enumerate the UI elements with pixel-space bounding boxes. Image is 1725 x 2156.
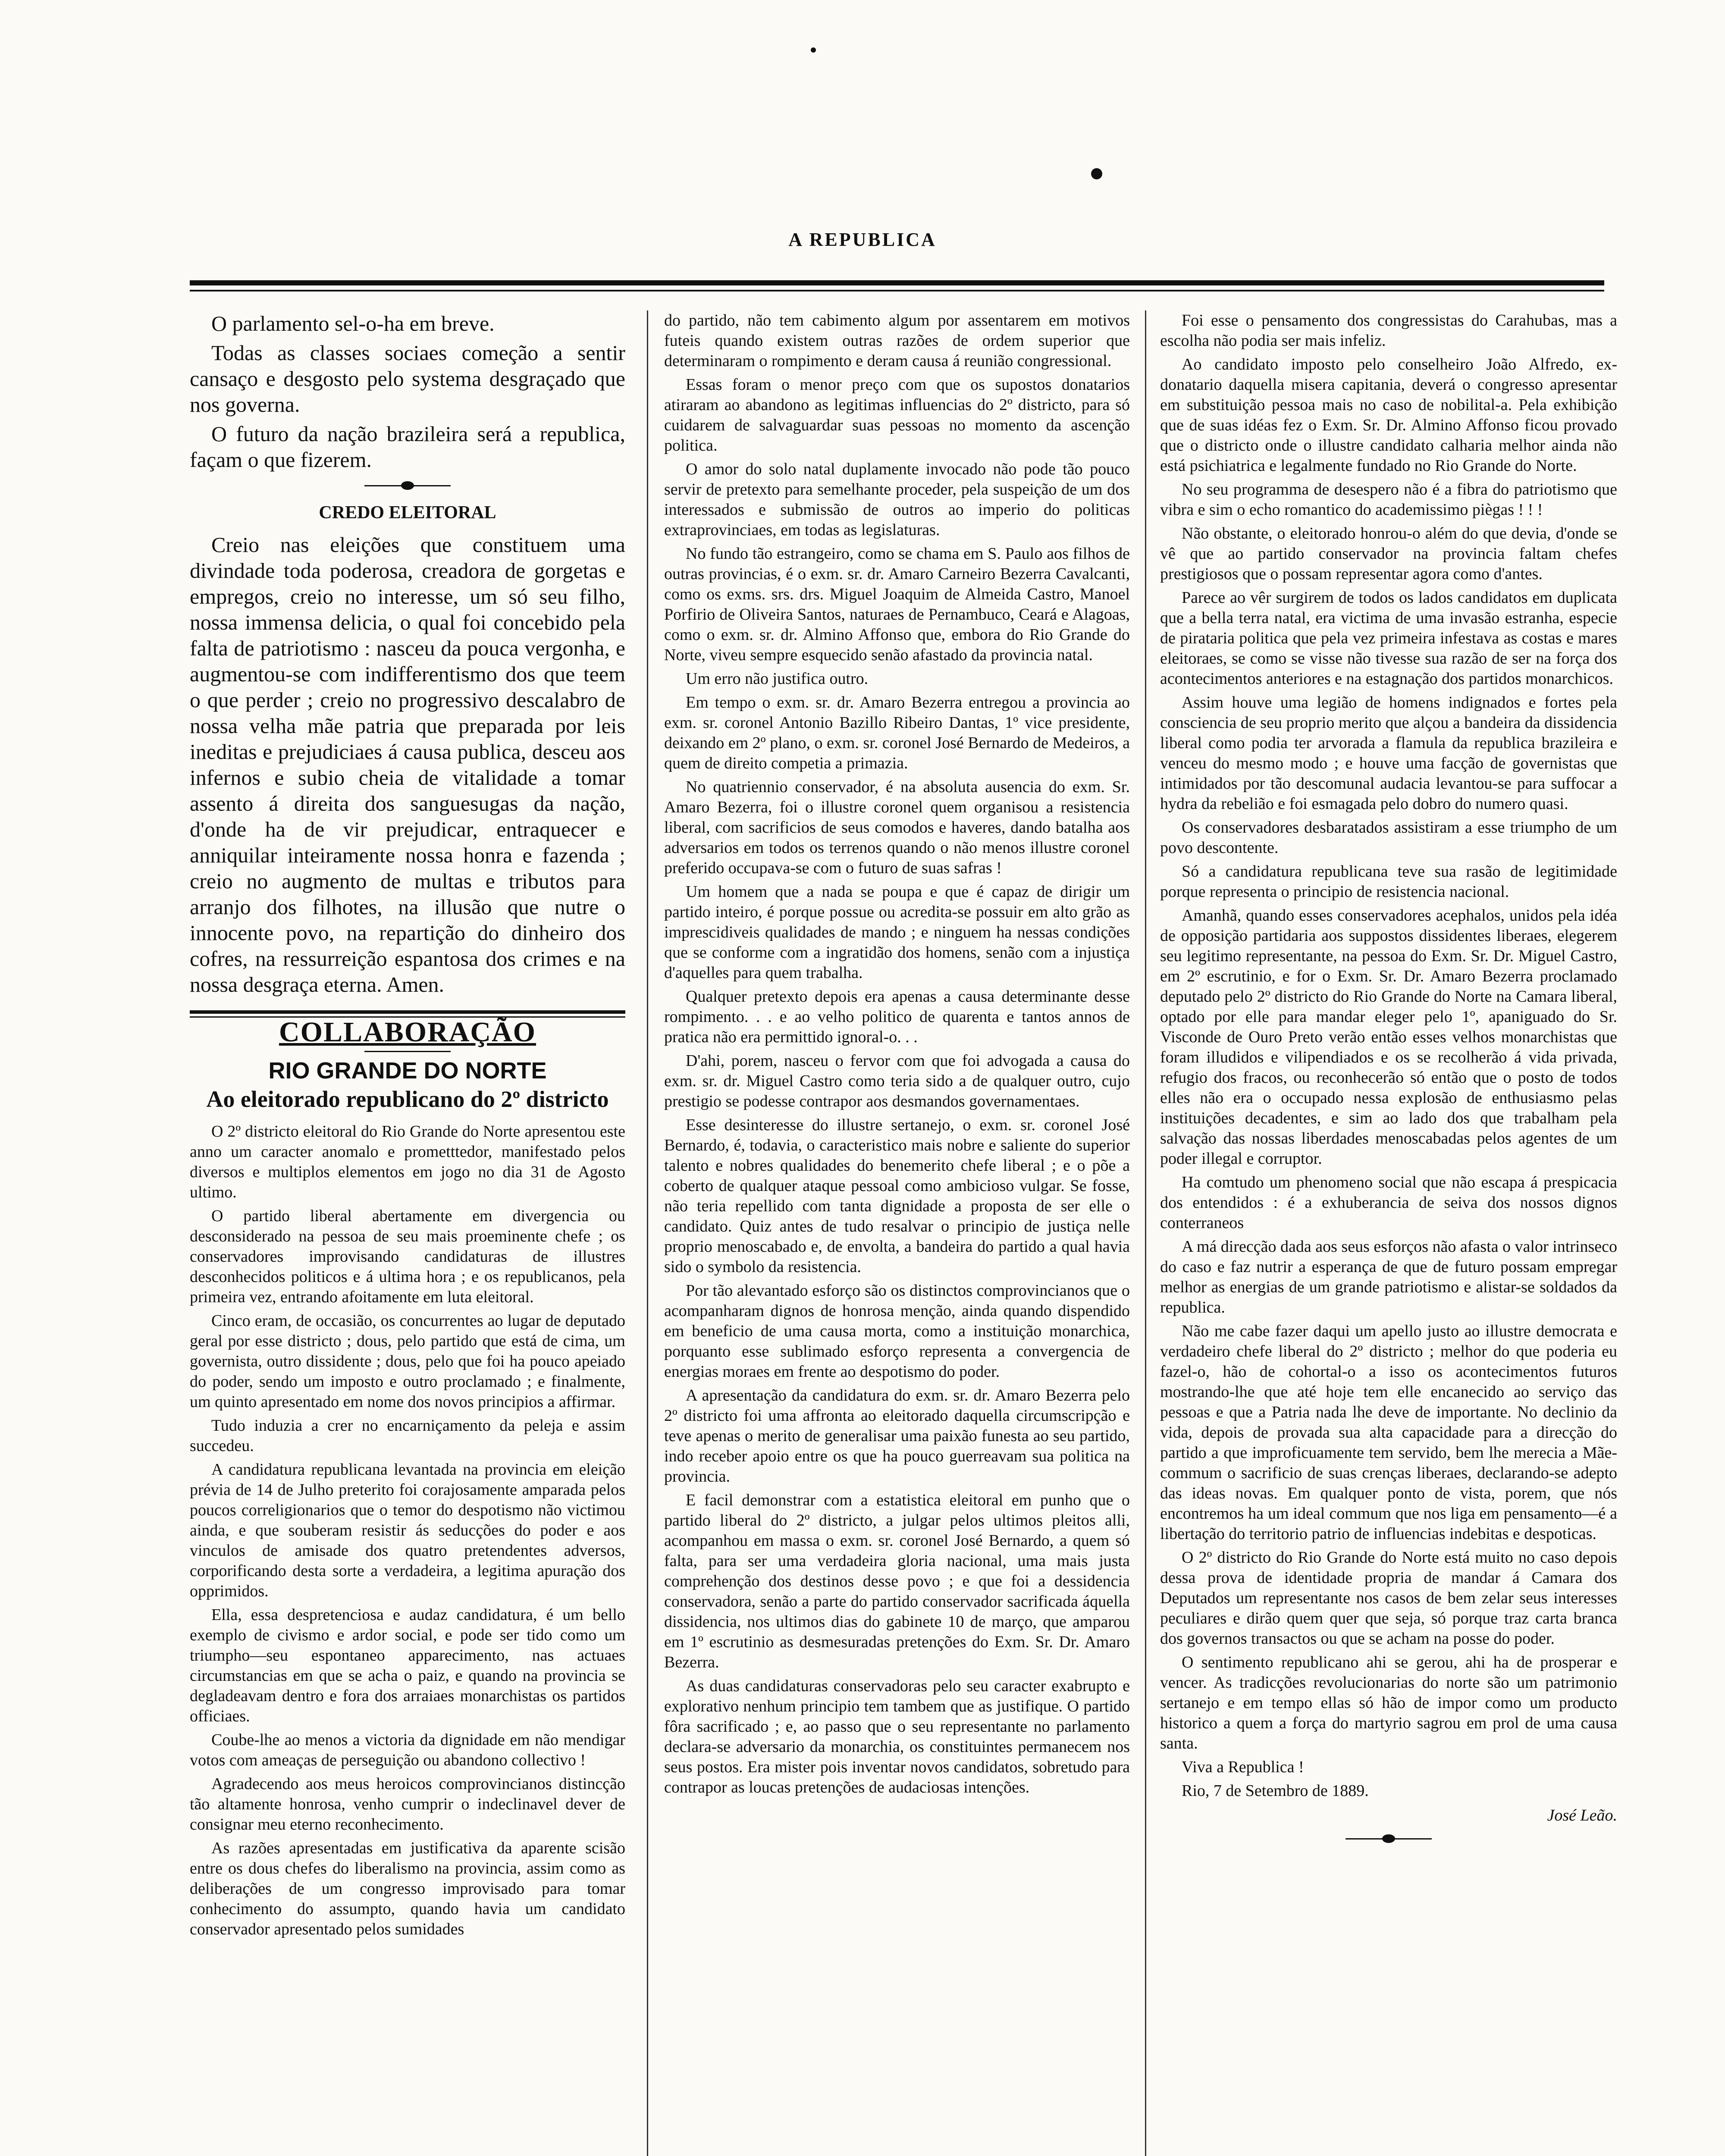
- collab-title: COLLABORAÇÃO: [279, 1016, 536, 1048]
- article-paragraph: Ella, essa despretenciosa e audaz candidatura, é um bello exemplo de civismo e ardor social, e pode ser tido como um triumpho—seu espontaneo apparecimento, nas actuaes circumstancias em que se acha o paiz, e quando na provincia se degladeavam dentro e fora dos arraiaes monarchistas os partidos officiaes.: [190, 1606, 625, 1725]
- article-paragraph: Não me cabe fazer daqui um apello justo ao illustre democrata e verdadeiro chefe liberal do 2º districto ; melhor do que poderia eu fazel-o, hão de cohortal-o a isso os acontecimentos futuros mostrando-lhe que até hoje tem elle encanecido ao serviço das pessoas e que a Patria nada lhe deve de importante. No declinio da vida, depois de provada sua alta capacidade para a direcção do partido a que improficuamente tem servido, bem lhe merecia a Mãe-commum o sacrificio de suas crenças liberaes, declarando-se adepto das ideas novas. Em qualquer ponto de vista, porem, que nós encontremos ha um ideal commum que nos liga em pensamento—é a libertação do territorio patrio de influencias indebitas e despoticas.: [1160, 1322, 1617, 1543]
- article-paragraph: Cinco eram, de occasião, os concurrentes ao lugar de deputado geral por esse districto ; dous, pelo partido que está de cima, um governista, outro dissidente ; dous, pelo que foi ha pouco apeiado do poder, sendo um imposto e outro proclamado ; e finalmente, um quinto apresentado em nome dos novos principios a affirmar.: [190, 1312, 625, 1411]
- article-paragraph: O 2º districto do Rio Grande do Norte está muito no caso depois dessa prova de identidade propria de mandar á Camara dos Deputados um representante nos casos de bem zelar seus interesses peculiares e dirão quem quer que seja, só porque traz carta branca dos governos transactos ou que se acham na posse do poder.: [1160, 1548, 1617, 1648]
- article-paragraph: No quatriennio conservador, é na absoluta ausencia do exm. Sr. Amaro Bezerra, foi o illustre coronel quem organisou a resistencia liberal, com sacrificios de seus comodos e haveres, dando batalha aos adversarios em todos os terrenos quando o não menos illustre coronel preferido occupava-se com o futuro de suas safras !: [664, 778, 1130, 877]
- article-paragraph: Esse desinteresse do illustre sertanejo, o exm. sr. coronel José Bernardo, é, todavia, o caracteristico mais nobre e saliente do superior talento e nobres qualidades do benemerito chefe liberal ; e o põe a coberto de qualquer ataque pessoal como ambicioso vulgar. Se fosse, não teria repellido com tanta dignidade a proposta de ser elle o candidato. Quiz antes de tudo resalvar o principio de justiça nelle proprio menoscabado e, de envolta, a bandeira do partido a qual havia sido o symbolo da resistencia.: [664, 1116, 1130, 1276]
- ornament-divider: [364, 481, 451, 490]
- article-paragraph: Amanhã, quando esses conservadores acephalos, unidos pela idéa de opposição partidaria aos suppostos dissidentes liberaes, elegerem seu legitimo representante, na pessoa do Exm. Sr. Dr. Miguel Castro, em 2º escrutinio, e for o Exm. Sr. Dr. Amaro Bezerra proclamado deputado pelo 2º districto do Rio Grande do Norte na Camara liberal, optado por elle para mandar eleger pelo 1º, apaniguado do Sr. Visconde de Ouro Preto verão então esses velhos monarchistas que foram illudidos e vilipendiados e os se recolherão á vida privada, refugio dos fracos, ou reconhecerão só então que o posto de todos elles não era o occupado nessa explosão de enthusiasmo pelas instituições decadentes, e sim ao lado dos que trabalham pela salvação das nossas liberdades menoscabadas pelos agentes de um poder illegal e corruptor.: [1160, 906, 1617, 1168]
- article-subtitle: Ao eleitorado republicano do 2º districto: [206, 1086, 609, 1112]
- header-rule-thin: [190, 290, 1604, 291]
- article-paragraph: A candidatura republicana levantada na provincia em eleição prévia de 14 de Julho preterito foi corajosamente amparada pelos poucos correligionarios que o temor do despotismo não victimou ainda, e que souberam resistir ás seducções do poder e aos vinculos de amisade dos quatro pretendentes adversos, corporificando desta sorte a verdadeira, a legitima apuração dos opprimidos.: [190, 1460, 625, 1600]
- article-paragraph: Os conservadores desbaratados assistiram a esse triumpho de um povo descontente.: [1160, 818, 1617, 857]
- article-paragraph: Coube-lhe ao menos a victoria da dignidade em não mendigar votos com ameaças de perseguição ou abandono collectivo !: [190, 1731, 625, 1769]
- column-1: [190, 310, 625, 1943]
- article-paragraph: Um erro não justifica outro.: [686, 670, 869, 688]
- article-paragraph: Por tão alevantado esforço são os distinctos comprovincianos que o acompanharam dignos de honrosa menção, ainda quando dispendido em beneficio de uma causa morta, como a instituição monarchica, porquanto esse sublimado esforço representa a convergencia de energias moraes em frente ao despotismo do poder.: [664, 1282, 1130, 1381]
- article-paragraph: O sentimento republicano ahi se gerou, ahi ha de prosperar e vencer. As tradicções revolucionarias do norte são um patrimonio sertanejo e em tempo ellas só hão de impor como um producto historico a quem a força do martyrio sagrou em prol de uma causa santa.: [1160, 1653, 1617, 1752]
- article-paragraph: Agradecendo aos meus heroicos comprovincianos distincção tão altamente honrosa, venho cumprir o indeclinavel dever de consignar meu eterno reconhecimento.: [190, 1775, 625, 1833]
- credo-title: CREDO ELEITORAL: [319, 503, 496, 523]
- article-paragraph: Foi esse o pensamento dos congressistas do Carahubas, mas a escolha não podia ser mais infeliz.: [1160, 311, 1617, 350]
- article-paragraph: D'ahi, porem, nasceu o fervor com que foi advogada a causa do exm. sr. dr. Miguel Castro como teria sido a de qualquer outro, cujo prestigio se podesse contrapor aos desmandos governamentaes.: [664, 1052, 1130, 1110]
- credo-text: Creio nas eleições que constituem uma divindade toda poderosa, creadora de gorgetas e empregos, creio no interesse, um só seu filho, nossa immensa delicia, o qual foi concebido pela falta de patriotismo : nasceu da pouca vergonha, e augmentou-se com indifferentismo dos que teem o que perder ; creio no progressivo descalabro de nossa velha mãe patria que preparada por leis ineditas e prejudiciaes á causa publica, desceu aos infernos e subio cheia de vitalidade a tomar assento á direita dos sanguesugas da nação, d'onde ha de vir prejudicar, entraquecer e anniquilar inteiramente nossa honra e fazenda ; creio no augmento de multas e tributos para arranjo dos filhotes, na illusão que nutre o innocente povo, na repartição do dinheiro dos cofres, na ressurreição espantosa dos crimes e na nossa desgraça eterna. Amen.: [190, 533, 625, 997]
- article-paragraph: No fundo tão estrangeiro, como se chama em S. Paulo aos filhos de outras provincias, é o exm. sr. dr. Amaro Carneiro Bezerra Cavalcanti, como os exms. srs. drs. Miguel Joaquim de Almeida Castro, Manoel Porfirio de Oliveira Santos, naturaes de Pernambuco, Ceará e Alagoas, como o exm. sr. dr. Almino Affonso que, embora do Rio Grande do Norte, viveu sempre esquecido senão afastado da provincia natal.: [664, 545, 1130, 664]
- article-paragraph: O 2º districto eleitoral do Rio Grande do Norte apresentou este anno um caracter anomalo e prometttedor, manifestado pelos diversos e multiplos elementos em jogo no dia 31 de Agosto ultimo.: [190, 1122, 625, 1201]
- article-paragraph: As razões apresentadas em justificativa da aparente scisão entre os dous chefes do liberalismo na provincia, assim como as deliberações de um congresso improvisado para tomar conhecimento do assumpto, quando havia um candidato conservador apresentado pelos sumidades: [190, 1839, 625, 1938]
- article-paragraph: Assim houve uma legião de homens indignados e fortes pela consciencia de seu proprio merito que alçou a bandeira da dissidencia liberal como podia ter arvorada a flamula da republica brazileira e venceu do mesmo modo ; e houve uma facção de governistas que intimidados por tão descomunal audacia levantou-se para suffocar a hydra da rebelião e foi esmagada pelo dobro do numero quasi.: [1160, 693, 1617, 813]
- article-paragraph: Tudo induzia a crer no encarniçamento da peleja e assim succedeu.: [190, 1416, 625, 1455]
- column-divider: [647, 310, 648, 2156]
- article-paragraph: Qualquer pretexto depois era apenas a causa determinante desse rompimento. . . e ao velho politico de quarenta e tantos annos de pratica não era permittido ignoral-o. . .: [664, 987, 1130, 1046]
- signature: José Leão.: [1547, 1806, 1617, 1824]
- article-paragraph: Parece ao vêr surgirem de todos os lados candidatos em duplicata que a bella terra natal, era victima de uma invasão estranha, especie de pirataria politica que pela vez primeira infestava as costas e mares eleitoraes, se como se visse não tivesse sua razão de ser na força dos acontecimentos anteriores e na estagnação dos partidos monarchicos.: [1160, 589, 1617, 688]
- intro-paragraph: O parlamento sel-o-ha em breve.: [211, 311, 495, 335]
- newspaper-header: A REPUBLICA: [788, 229, 937, 250]
- small-rule: [364, 1051, 451, 1052]
- article-paragraph: Ao candidato imposto pelo conselheiro João Alfredo, ex-donatario daquella misera capitania, deverá o congresso apresentar em substituição pessoa mais no caso de nobilital-a. Pela exhibição que de suas idéas fez o Exm. Sr. Dr. Almino Affonso ficou provado que o districto onde o illustre candidato calharia melhor ainda não está psichiatrica e legalmente fundado no Rio Grande do Norte.: [1160, 355, 1617, 475]
- ink-spot: [1091, 168, 1102, 179]
- ink-spot: [811, 47, 816, 53]
- article-paragraph: Ha comtudo um phenomeno social que não escapa á prespicacia dos entendidos : é a exhuberancia de seiva dos nossos dignos conterraneos: [1160, 1173, 1617, 1232]
- column-2: [664, 310, 1130, 1801]
- article-paragraph: do partido, não tem cabimento algum por assentarem em motivos futeis quando existem outras razões de ordem superior que determinaram o rompimento e deram causa á reunião congressional.: [664, 311, 1130, 370]
- article-paragraph: Viva a Republica !: [1182, 1758, 1304, 1776]
- article-paragraph: Em tempo o exm. sr. dr. Amaro Bezerra entregou a provincia ao exm. sr. coronel Antonio Bazillo Ribeiro Dantas, 1º vice presidente, deixando em 2º plano, o exm. sr. coronel José Bernardo de Medeiros, a quem de direito competia a primazia.: [664, 693, 1130, 772]
- article-paragraph: Só a candidatura republicana teve sua rasão de legitimidade porque representa o principio de resistencia nacional.: [1160, 862, 1617, 901]
- column-divider: [1145, 310, 1146, 2156]
- column-3: [1160, 310, 1617, 1847]
- article-paragraph: A má direcção dada aos seus esforços não afasta o valor intrinseco do caso e faz nutrir a esperança de que de futuro possam empregar melhor as energias de um grande patriotismo e alistar-se soldados da republica.: [1160, 1238, 1617, 1316]
- header-rule-thick: [190, 280, 1604, 285]
- article-paragraph: No seu programma de desespero não é a fibra do patriotismo que vibra e sim o echo romantico do academissimo piègas ! ! !: [1160, 480, 1617, 519]
- article-paragraph: Não obstante, o eleitorado honrou-o além do que devia, d'onde se vê que ao partido conservador na provincia faltam chefes prestigiosos que o possam representar agora como d'antes.: [1160, 524, 1617, 583]
- article-paragraph: E facil demonstrar com a estatistica eleitoral em punho que o partido liberal do 2º districto, a julgar pelos ultimos pleitos alli, acompanhou em massa o exm. sr. coronel José Bernardo, a quem só falta, para ser uma verdadeira gloria nacional, uma mais justa comprehenção dos destinos desse povo ; e que foi a dessidencia conservadora, senão a parte do partido conservador sacrificada áquella dissidencia, nos ultimos dias do gabinete 10 de março, que amparou em 1º escrutinio as desmesuradas pretenções do Exm. Sr. Dr. Amaro Bezerra.: [664, 1491, 1130, 1671]
- ornament-divider: [1346, 1834, 1432, 1843]
- article-paragraph: O partido liberal abertamente em divergencia ou desconsiderado na pessoa de seu mais proeminente chefe ; os conservadores improvisando candidaturas de illustres desconhecidos politicos e á ultima hora ; e os republicanos, pela primeira vez, entrando afoitamente em luta eleitoral.: [190, 1207, 625, 1306]
- intro-paragraph: Todas as classes sociaes começão a sentir cansaço e desgosto pelo systema desgraçado que nos governa.: [190, 341, 625, 417]
- article-paragraph: A apresentação da candidatura do exm. sr. dr. Amaro Bezerra pelo 2º districto foi uma affronta ao eleitorado daquella circumscripção e teve apenas o merito de generalisar uma paixão funesta ao seu partido, indo receber apoio entre os que ha pouco guerreavam sua politica na provincia.: [664, 1386, 1130, 1485]
- article-paragraph: As duas candidaturas conservadoras pelo seu caracter exabrupto e explorativo nenhum principio tem tambem que as justifique. O partido fôra sacrificado ; e, ao passo que o seu representante no parlamento declara-se adversario da monarchia, os constituintes permanecem nos seus postos. Era mister pois inventar novos candidatos, sobretudo para contrapor as loucas pretenções de audaciosas intenções.: [664, 1677, 1130, 1796]
- article-paragraph: Essas foram o menor preço com que os supostos donatarios atiraram ao abandono as legitimas influencias do 2º districto, para só cuidarem de salvaguardar suas pessoas no momento da ascenção politica.: [664, 376, 1130, 454]
- intro-paragraph: O futuro da nação brazileira será a republica, façam o que fizerem.: [190, 422, 625, 472]
- intro-block: [190, 310, 625, 473]
- article-paragraph: O amor do solo natal duplamente invocado não pode tão pouco servir de pretexto para semelhante proceder, pela suspeição de um dos interessados e submissão de outros ao imperio do politicas extraprovinciaes, em todas as legislaturas.: [664, 460, 1130, 539]
- article-paragraph: Um homem que a nada se poupa e que é capaz de dirigir um partido inteiro, é porque possue ou acredita-se possuir em alto grão as imprescidiveis qualidades de mando ; e ninguem ha nessas condições que se conforme com a ingratidão dos homens, senão com a injustiça d'aquelles para quem trabalha.: [664, 883, 1130, 982]
- dateline: Rio, 7 de Setembro de 1889.: [1182, 1782, 1369, 1800]
- article-state-title: RIO GRANDE DO NORTE: [268, 1058, 547, 1084]
